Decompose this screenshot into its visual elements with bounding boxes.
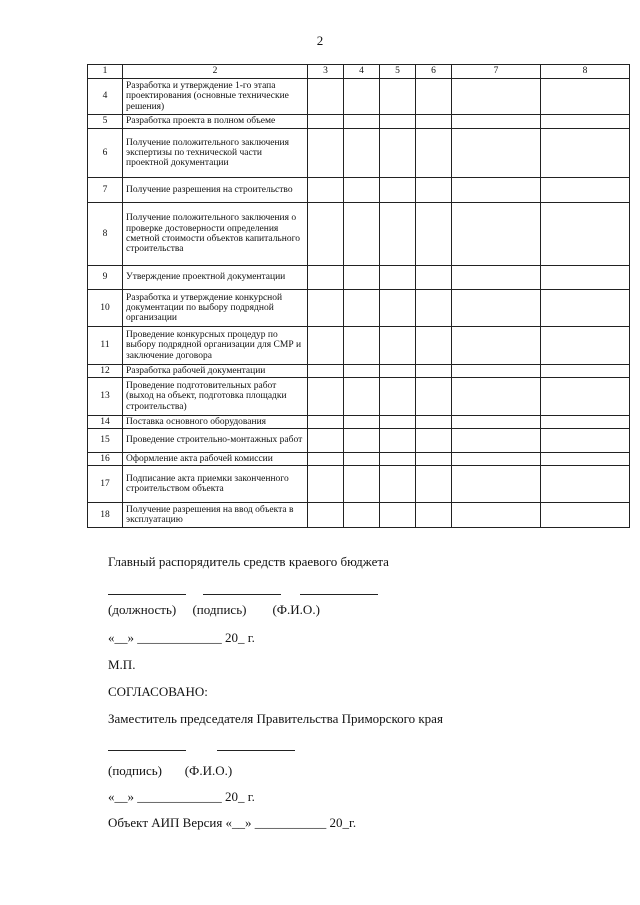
empty-cell: [541, 203, 630, 266]
empty-cell: [344, 453, 380, 466]
empty-cell: [344, 266, 380, 290]
empty-cell: [308, 429, 344, 453]
empty-cell: [416, 129, 452, 178]
empty-cell: [344, 290, 380, 327]
row-number: 18: [88, 503, 123, 528]
row-number: 8: [88, 203, 123, 266]
empty-cell: [541, 466, 630, 503]
row-number: 10: [88, 290, 123, 327]
empty-cell: [541, 115, 630, 129]
row-stage: Получение положительного заключения о проверке достоверности определения сметной стоимости объектов капитального строительства: [123, 203, 308, 266]
empty-cell: [308, 79, 344, 115]
empty-cell: [308, 416, 344, 429]
table-row: [88, 503, 630, 528]
empty-cell: [344, 178, 380, 203]
table-row: [88, 203, 630, 266]
signature-labels: (должность) (подпись) (Ф.И.О.): [108, 602, 320, 617]
row-number: 4: [88, 79, 123, 115]
row-number: 16: [88, 453, 123, 466]
header-cell: 7: [452, 65, 541, 79]
empty-cell: [308, 266, 344, 290]
empty-cell: [541, 178, 630, 203]
row-stage: Получение разрешения на строительство: [123, 178, 308, 203]
empty-cell: [380, 378, 416, 416]
empty-cell: [452, 327, 541, 365]
stamp-place: М.П.: [108, 657, 136, 672]
empty-cell: [541, 290, 630, 327]
row-stage: Разработка рабочей документации: [123, 365, 308, 378]
empty-cell: [344, 327, 380, 365]
empty-cell: [416, 327, 452, 365]
empty-cell: [452, 453, 541, 466]
table-row: [88, 266, 630, 290]
empty-cell: [308, 290, 344, 327]
table-row: [88, 115, 630, 129]
empty-cell: [380, 115, 416, 129]
empty-cell: [541, 79, 630, 115]
header-cell: 5: [380, 65, 416, 79]
empty-cell: [344, 429, 380, 453]
empty-cell: [380, 466, 416, 503]
row-stage: Поставка основного оборудования: [123, 416, 308, 429]
row-stage: Проведение конкурсных процедур по выбору подрядной организации для СМР и заключение договора: [123, 327, 308, 365]
empty-cell: [380, 290, 416, 327]
empty-cell: [308, 453, 344, 466]
empty-cell: [452, 266, 541, 290]
empty-cell: [308, 503, 344, 528]
empty-cell: [344, 378, 380, 416]
deputy-name-blank-line: [217, 750, 295, 751]
row-number: 15: [88, 429, 123, 453]
empty-cell: [452, 378, 541, 416]
row-number: 14: [88, 416, 123, 429]
row-stage: Утверждение проектной документации: [123, 266, 308, 290]
empty-cell: [308, 129, 344, 178]
approval-date: «__» _____________ 20_ г.: [108, 630, 255, 645]
empty-cell: [452, 203, 541, 266]
empty-cell: [452, 429, 541, 453]
table-row: [88, 429, 630, 453]
empty-cell: [344, 365, 380, 378]
deputy-title: Заместитель председателя Правительства Приморского края: [108, 711, 443, 726]
empty-cell: [416, 416, 452, 429]
empty-cell: [344, 115, 380, 129]
row-stage: Подписание акта приемки законченного строительством объекта: [123, 466, 308, 503]
row-stage: Получение положительного заключения экспертизы по технической части проектной документации: [123, 129, 308, 178]
empty-cell: [416, 290, 452, 327]
empty-cell: [308, 178, 344, 203]
row-number: 7: [88, 178, 123, 203]
empty-cell: [308, 203, 344, 266]
empty-cell: [452, 416, 541, 429]
empty-cell: [541, 429, 630, 453]
row-number: 13: [88, 378, 123, 416]
row-number: 6: [88, 129, 123, 178]
page-number: 2: [316, 33, 324, 48]
table-row: [88, 466, 630, 503]
empty-cell: [380, 129, 416, 178]
empty-cell: [344, 416, 380, 429]
table-row: [88, 178, 630, 203]
empty-cell: [416, 429, 452, 453]
table-header-row: [88, 65, 630, 79]
header-cell: 6: [416, 65, 452, 79]
empty-cell: [380, 266, 416, 290]
deputy-signature-labels: (подпись) (Ф.И.О.): [108, 763, 233, 778]
schedule-table: [87, 64, 630, 528]
empty-cell: [541, 365, 630, 378]
empty-cell: [416, 178, 452, 203]
table-row: [88, 378, 630, 416]
header-cell: 1: [88, 65, 123, 79]
empty-cell: [380, 453, 416, 466]
empty-cell: [416, 466, 452, 503]
empty-cell: [380, 178, 416, 203]
empty-cell: [308, 378, 344, 416]
header-cell: 2: [123, 65, 308, 79]
empty-cell: [452, 115, 541, 129]
empty-cell: [541, 416, 630, 429]
empty-cell: [452, 290, 541, 327]
row-number: 5: [88, 115, 123, 129]
table-row: [88, 290, 630, 327]
signature-blank-line: [203, 594, 281, 595]
row-stage: Разработка и утверждение 1-го этапа проектирования (основные технические решения): [123, 79, 308, 115]
empty-cell: [452, 503, 541, 528]
empty-cell: [416, 79, 452, 115]
empty-cell: [308, 115, 344, 129]
row-number: 9: [88, 266, 123, 290]
empty-cell: [416, 115, 452, 129]
empty-cell: [308, 327, 344, 365]
empty-cell: [380, 327, 416, 365]
name-blank-line: [300, 594, 378, 595]
table-row: [88, 327, 630, 365]
empty-cell: [344, 129, 380, 178]
aip-version-line: Объект АИП Версия «__» ___________ 20_г.: [108, 815, 357, 830]
main-manager-title: Главный распорядитель средств краевого бюджета: [108, 554, 389, 569]
table-row: [88, 129, 630, 178]
empty-cell: [541, 129, 630, 178]
table-row: [88, 365, 630, 378]
empty-cell: [344, 203, 380, 266]
agreed-heading: СОГЛАСОВАНО:: [108, 684, 208, 699]
position-blank-line: [108, 594, 186, 595]
row-number: 12: [88, 365, 123, 378]
row-number: 17: [88, 466, 123, 503]
empty-cell: [380, 503, 416, 528]
table-row: [88, 79, 630, 115]
row-stage: Разработка и утверждение конкурсной документации по выбору подрядной организации: [123, 290, 308, 327]
empty-cell: [541, 503, 630, 528]
empty-cell: [308, 365, 344, 378]
empty-cell: [380, 365, 416, 378]
empty-cell: [416, 503, 452, 528]
header-cell: 8: [541, 65, 630, 79]
empty-cell: [380, 203, 416, 266]
empty-cell: [452, 466, 541, 503]
table-row: [88, 416, 630, 429]
row-stage: Проведение подготовительных работ (выход на объект, подготовка площадки строительства): [123, 378, 308, 416]
empty-cell: [452, 79, 541, 115]
header-cell: 4: [344, 65, 380, 79]
empty-cell: [380, 416, 416, 429]
empty-cell: [344, 79, 380, 115]
deputy-signature-blank-line: [108, 750, 186, 751]
empty-cell: [380, 429, 416, 453]
empty-cell: [541, 453, 630, 466]
row-number: 11: [88, 327, 123, 365]
empty-cell: [452, 129, 541, 178]
empty-cell: [308, 466, 344, 503]
empty-cell: [541, 378, 630, 416]
header-cell: 3: [308, 65, 344, 79]
agreement-date: «__» _____________ 20_ г.: [108, 789, 255, 804]
row-stage: Оформление акта рабочей комиссии: [123, 453, 308, 466]
empty-cell: [452, 178, 541, 203]
row-stage: Разработка проекта в полном объеме: [123, 115, 308, 129]
empty-cell: [452, 365, 541, 378]
empty-cell: [380, 79, 416, 115]
empty-cell: [416, 203, 452, 266]
empty-cell: [344, 466, 380, 503]
empty-cell: [416, 378, 452, 416]
empty-cell: [416, 266, 452, 290]
row-stage: Проведение строительно-монтажных работ: [123, 429, 308, 453]
table-row: [88, 453, 630, 466]
empty-cell: [344, 503, 380, 528]
empty-cell: [541, 266, 630, 290]
row-stage: Получение разрешения на ввод объекта в эксплуатацию: [123, 503, 308, 528]
empty-cell: [541, 327, 630, 365]
empty-cell: [416, 453, 452, 466]
empty-cell: [416, 365, 452, 378]
